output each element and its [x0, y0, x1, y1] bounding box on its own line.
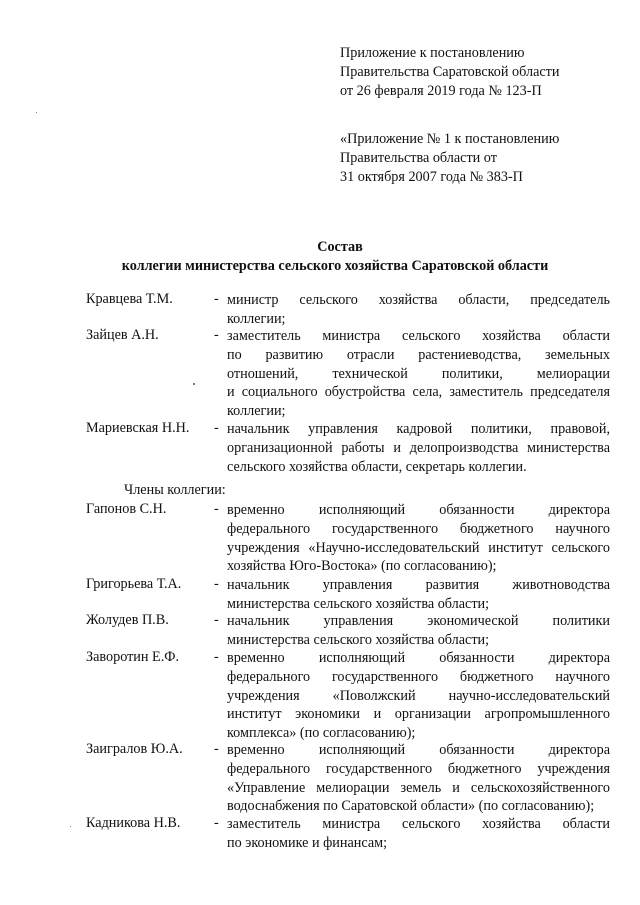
role-line: коллегии;: [227, 310, 286, 327]
role-line: по развитию отрасли растениеводства, земельных: [227, 346, 610, 363]
role-line: водоснабжения по Саратовской области» (по согласованию);: [227, 798, 595, 815]
member-role: [227, 815, 610, 853]
role-line: начальник управления кадровой политики, правовой,: [227, 421, 610, 437]
member-name: Кравцева Т.М.: [86, 291, 173, 307]
role-line: хозяйства Юго-Востока» (по согласованию);: [227, 558, 497, 575]
member-role: [227, 420, 610, 476]
dash: -: [214, 291, 219, 307]
member-name: Заигралов Ю.А.: [86, 741, 183, 757]
member-role: [227, 612, 610, 650]
member-role: [227, 576, 610, 614]
role-line: временно исполняющий обязанности директора: [227, 502, 610, 518]
role-line: начальник управления развития животноводства: [227, 577, 610, 593]
appendix-line: 31 октября 2007 года № 383-П: [340, 169, 523, 185]
member-name: Мариевская Н.Н.: [86, 420, 190, 436]
role-line: федерального государственного бюджетного научного: [227, 668, 610, 685]
members-heading: Члены коллегии:: [124, 482, 226, 498]
approval-header: [340, 44, 630, 101]
dash: -: [214, 576, 219, 592]
role-line: федерального государственного бюджетного учреждения: [227, 760, 610, 777]
appendix-line: «Приложение № 1 к постановлению: [340, 131, 560, 147]
role-line: учреждения «Поволжский научно-исследовательский: [227, 687, 610, 704]
approval-line: от 26 февраля 2019 года № 123-П: [340, 83, 542, 99]
approval-line: Приложение к постановлению: [340, 45, 525, 61]
role-line: заместитель министра сельского хозяйства области: [227, 816, 610, 832]
member-name: Григорьева Т.А.: [86, 576, 182, 592]
scan-speck: [70, 826, 71, 827]
appendix-line: Правительства области от: [340, 150, 497, 166]
member-role: [227, 291, 610, 329]
dash: -: [214, 420, 219, 436]
document-title: [0, 238, 640, 276]
role-line: временно исполняющий обязанности директора: [227, 742, 610, 758]
role-line: временно исполняющий обязанности директора: [227, 650, 610, 666]
role-line: организационной работы и делопроизводства министерства: [227, 439, 610, 456]
scan-speck: [193, 383, 195, 385]
role-line: по экономике и финансам;: [227, 834, 388, 851]
member-role: [227, 741, 610, 816]
role-line: министерства сельского хозяйства области;: [227, 631, 490, 648]
role-line: отношений, технической политики, мелиорации: [227, 365, 610, 382]
member-name: Гапонов С.Н.: [86, 501, 167, 517]
role-line: начальник управления экономической политики: [227, 613, 610, 629]
role-line: институт экономики и организации агропромышленного: [227, 706, 610, 723]
dash: -: [214, 649, 219, 665]
role-line: учреждения «Научно-исследовательский институт сельского: [227, 539, 610, 556]
role-line: министр сельского хозяйства области, председатель: [227, 292, 610, 308]
role-line: и социального обустройства села, заместитель председателя: [227, 384, 610, 401]
dash: -: [214, 612, 219, 628]
member-role: [227, 327, 610, 421]
role-line: сельского хозяйства области, секретарь коллегии.: [227, 458, 527, 475]
role-line: заместитель министра сельского хозяйства области: [227, 328, 610, 344]
role-line: министерства сельского хозяйства области;: [227, 595, 490, 612]
dash: -: [214, 741, 219, 757]
dash: -: [214, 815, 219, 831]
role-line: коллегии;: [227, 403, 286, 420]
member-role: [227, 501, 610, 576]
role-line: комплекса» (по согласованию);: [227, 725, 416, 742]
member-name: Зайцев А.Н.: [86, 327, 159, 343]
member-name: Жолудев П.В.: [86, 612, 169, 628]
scan-speck: [36, 112, 37, 113]
member-role: [227, 649, 610, 743]
member-name: Кадникова Н.В.: [86, 815, 181, 831]
dash: -: [214, 501, 219, 517]
approval-line: Правительства Саратовской области: [340, 64, 560, 80]
title-line-2: коллегии министерства сельского хозяйства Саратовской области: [121, 258, 549, 274]
dash: -: [214, 327, 219, 343]
role-line: федерального государственного бюджетного научного: [227, 520, 610, 537]
title-line-1: Состав: [317, 239, 363, 255]
role-line: «Управление мелиорации земель и сельскохозяйственного: [227, 779, 610, 796]
original-appendix-header: [340, 130, 630, 187]
member-name: Заворотин Е.Ф.: [86, 649, 180, 665]
